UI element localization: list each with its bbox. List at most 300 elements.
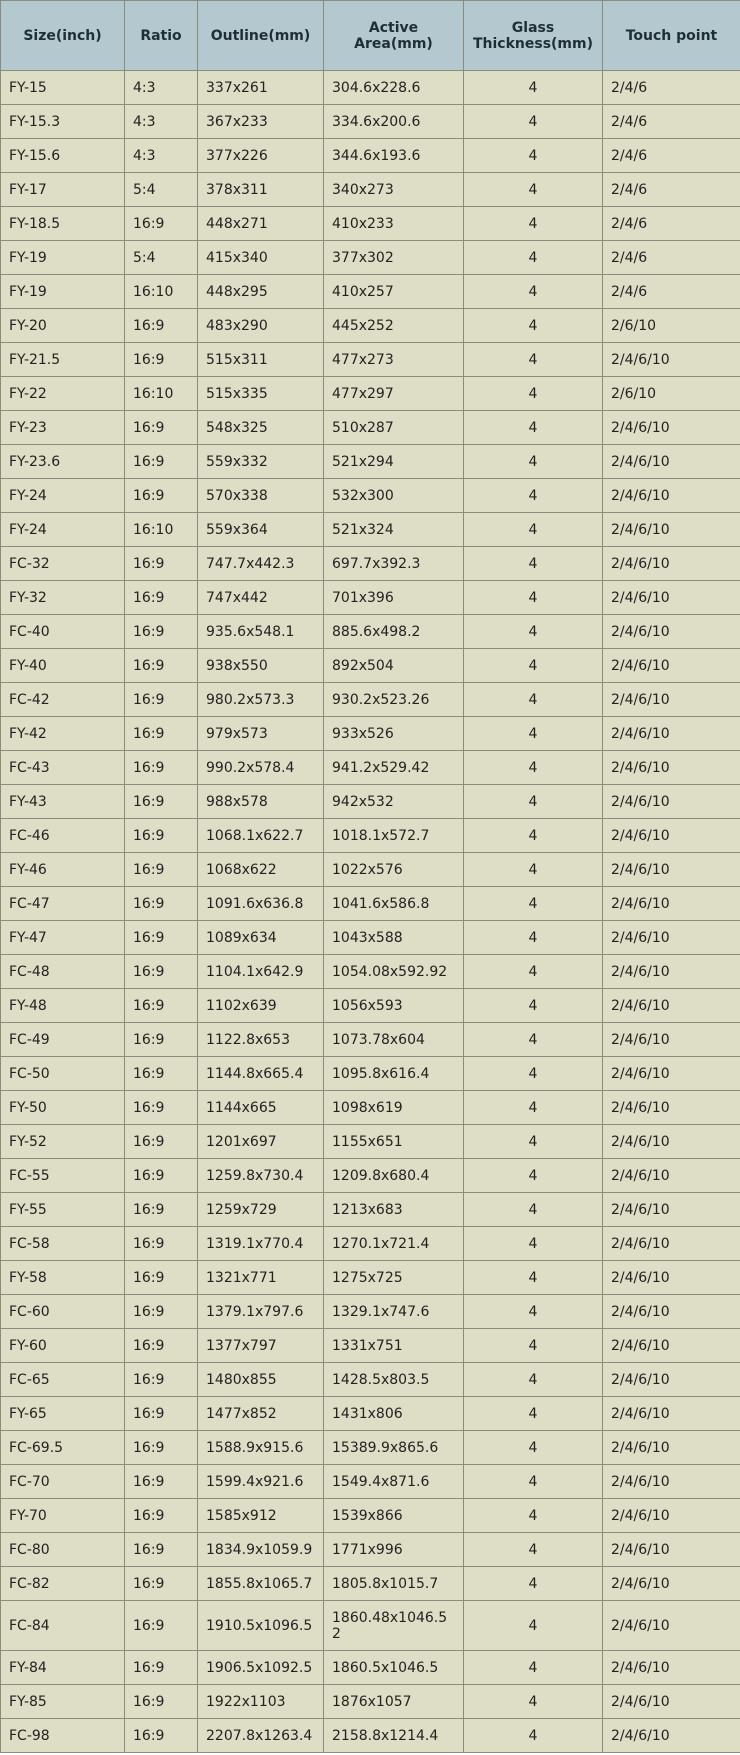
table-row bbox=[1, 887, 740, 921]
cell-active-area: 477x273 bbox=[324, 343, 464, 377]
cell-size: FY-22 bbox=[1, 377, 125, 411]
cell-outline: 747x442 bbox=[198, 581, 324, 615]
cell-glass-thickness: 4 bbox=[464, 275, 603, 309]
cell-touch-point: 2/4/6/10 bbox=[603, 1261, 740, 1295]
cell-glass-thickness: 4 bbox=[464, 1329, 603, 1363]
table-row bbox=[1, 1651, 740, 1685]
cell-glass-thickness: 4 bbox=[464, 1685, 603, 1719]
cell-outline: 1259.8x730.4 bbox=[198, 1159, 324, 1193]
cell-touch-point: 2/4/6/10 bbox=[603, 1295, 740, 1329]
cell-touch-point: 2/4/6 bbox=[603, 173, 740, 207]
table-row bbox=[1, 377, 740, 411]
cell-outline: 938x550 bbox=[198, 649, 324, 683]
cell-glass-thickness: 4 bbox=[464, 1363, 603, 1397]
cell-glass-thickness: 4 bbox=[464, 1159, 603, 1193]
cell-glass-thickness: 4 bbox=[464, 1431, 603, 1465]
cell-touch-point: 2/4/6/10 bbox=[603, 1651, 740, 1685]
cell-active-area: 1209.8x680.4 bbox=[324, 1159, 464, 1193]
cell-ratio: 4:3 bbox=[125, 71, 198, 105]
cell-outline: 988x578 bbox=[198, 785, 324, 819]
cell-size: FY-40 bbox=[1, 649, 125, 683]
cell-outline: 1599.4x921.6 bbox=[198, 1465, 324, 1499]
cell-touch-point: 2/4/6 bbox=[603, 207, 740, 241]
table-row bbox=[1, 955, 740, 989]
cell-ratio: 16:9 bbox=[125, 1499, 198, 1533]
cell-glass-thickness: 4 bbox=[464, 853, 603, 887]
cell-ratio: 16:9 bbox=[125, 955, 198, 989]
table-row bbox=[1, 649, 740, 683]
cell-touch-point: 2/4/6/10 bbox=[603, 1057, 740, 1091]
cell-outline: 448x295 bbox=[198, 275, 324, 309]
cell-outline: 1068.1x622.7 bbox=[198, 819, 324, 853]
cell-active-area: 1331x751 bbox=[324, 1329, 464, 1363]
cell-glass-thickness: 4 bbox=[464, 1567, 603, 1601]
cell-outline: 367x233 bbox=[198, 105, 324, 139]
cell-touch-point: 2/4/6/10 bbox=[603, 1193, 740, 1227]
cell-glass-thickness: 4 bbox=[464, 615, 603, 649]
header-row bbox=[1, 1, 740, 71]
cell-outline: 448x271 bbox=[198, 207, 324, 241]
cell-outline: 1855.8x1065.7 bbox=[198, 1567, 324, 1601]
cell-glass-thickness: 4 bbox=[464, 1023, 603, 1057]
cell-touch-point: 2/4/6/10 bbox=[603, 1533, 740, 1567]
cell-outline: 377x226 bbox=[198, 139, 324, 173]
cell-active-area: 15389.9x865.6 bbox=[324, 1431, 464, 1465]
cell-touch-point: 2/4/6/10 bbox=[603, 1601, 740, 1651]
cell-ratio: 16:9 bbox=[125, 547, 198, 581]
cell-touch-point: 2/4/6/10 bbox=[603, 1465, 740, 1499]
cell-active-area: 1043x588 bbox=[324, 921, 464, 955]
cell-ratio: 16:9 bbox=[125, 309, 198, 343]
cell-outline: 747.7x442.3 bbox=[198, 547, 324, 581]
cell-size: FC-84 bbox=[1, 1601, 125, 1651]
cell-ratio: 16:9 bbox=[125, 445, 198, 479]
cell-glass-thickness: 4 bbox=[464, 411, 603, 445]
table-row bbox=[1, 547, 740, 581]
table-row bbox=[1, 1397, 740, 1431]
cell-size: FY-15 bbox=[1, 71, 125, 105]
table-row bbox=[1, 139, 740, 173]
table-row bbox=[1, 717, 740, 751]
cell-outline: 1144x665 bbox=[198, 1091, 324, 1125]
cell-glass-thickness: 4 bbox=[464, 207, 603, 241]
cell-active-area: 1329.1x747.6 bbox=[324, 1295, 464, 1329]
cell-outline: 483x290 bbox=[198, 309, 324, 343]
cell-size: FY-47 bbox=[1, 921, 125, 955]
cell-glass-thickness: 4 bbox=[464, 241, 603, 275]
cell-ratio: 16:9 bbox=[125, 1567, 198, 1601]
cell-size: FY-48 bbox=[1, 989, 125, 1023]
table-body bbox=[1, 71, 740, 1753]
cell-active-area: 1860.48x1046.52 bbox=[324, 1601, 464, 1651]
cell-glass-thickness: 4 bbox=[464, 71, 603, 105]
cell-active-area: 1056x593 bbox=[324, 989, 464, 1023]
cell-outline: 415x340 bbox=[198, 241, 324, 275]
cell-touch-point: 2/4/6/10 bbox=[603, 717, 740, 751]
cell-size: FY-84 bbox=[1, 1651, 125, 1685]
cell-ratio: 16:9 bbox=[125, 411, 198, 445]
cell-touch-point: 2/4/6/10 bbox=[603, 581, 740, 615]
cell-active-area: 521x294 bbox=[324, 445, 464, 479]
table-row bbox=[1, 1057, 740, 1091]
cell-touch-point: 2/4/6/10 bbox=[603, 1227, 740, 1261]
cell-outline: 1091.6x636.8 bbox=[198, 887, 324, 921]
cell-glass-thickness: 4 bbox=[464, 751, 603, 785]
table-row bbox=[1, 1431, 740, 1465]
table-row bbox=[1, 1363, 740, 1397]
table-row bbox=[1, 1091, 740, 1125]
table-row bbox=[1, 343, 740, 377]
cell-size: FY-65 bbox=[1, 1397, 125, 1431]
cell-active-area: 1073.78x604 bbox=[324, 1023, 464, 1057]
cell-outline: 935.6x548.1 bbox=[198, 615, 324, 649]
cell-outline: 980.2x573.3 bbox=[198, 683, 324, 717]
table-row bbox=[1, 411, 740, 445]
table-row bbox=[1, 683, 740, 717]
cell-size: FY-42 bbox=[1, 717, 125, 751]
cell-active-area: 697.7x392.3 bbox=[324, 547, 464, 581]
cell-touch-point: 2/4/6/10 bbox=[603, 921, 740, 955]
cell-ratio: 16:10 bbox=[125, 275, 198, 309]
cell-glass-thickness: 4 bbox=[464, 479, 603, 513]
cell-size: FC-55 bbox=[1, 1159, 125, 1193]
header-glass-thickness: Glass Thickness(mm) bbox=[464, 1, 603, 71]
cell-outline: 1588.9x915.6 bbox=[198, 1431, 324, 1465]
cell-size: FC-46 bbox=[1, 819, 125, 853]
cell-size: FY-70 bbox=[1, 1499, 125, 1533]
cell-touch-point: 2/4/6/10 bbox=[603, 1023, 740, 1057]
cell-active-area: 410x233 bbox=[324, 207, 464, 241]
table-row bbox=[1, 1499, 740, 1533]
cell-ratio: 16:9 bbox=[125, 1465, 198, 1499]
cell-ratio: 16:9 bbox=[125, 853, 198, 887]
cell-size: FY-19 bbox=[1, 241, 125, 275]
cell-outline: 378x311 bbox=[198, 173, 324, 207]
cell-glass-thickness: 4 bbox=[464, 1193, 603, 1227]
cell-outline: 990.2x578.4 bbox=[198, 751, 324, 785]
cell-glass-thickness: 4 bbox=[464, 989, 603, 1023]
table-row bbox=[1, 1159, 740, 1193]
cell-size: FY-58 bbox=[1, 1261, 125, 1295]
table-row bbox=[1, 921, 740, 955]
cell-glass-thickness: 4 bbox=[464, 1651, 603, 1685]
cell-touch-point: 2/4/6/10 bbox=[603, 615, 740, 649]
cell-ratio: 16:9 bbox=[125, 581, 198, 615]
table-row bbox=[1, 1533, 740, 1567]
cell-touch-point: 2/4/6/10 bbox=[603, 887, 740, 921]
cell-active-area: 1805.8x1015.7 bbox=[324, 1567, 464, 1601]
cell-size: FY-85 bbox=[1, 1685, 125, 1719]
cell-glass-thickness: 4 bbox=[464, 377, 603, 411]
cell-active-area: 445x252 bbox=[324, 309, 464, 343]
cell-outline: 1585x912 bbox=[198, 1499, 324, 1533]
header-size: Size(inch) bbox=[1, 1, 125, 71]
table-row bbox=[1, 853, 740, 887]
cell-outline: 337x261 bbox=[198, 71, 324, 105]
cell-touch-point: 2/4/6/10 bbox=[603, 513, 740, 547]
cell-outline: 1259x729 bbox=[198, 1193, 324, 1227]
cell-size: FC-40 bbox=[1, 615, 125, 649]
cell-active-area: 521x324 bbox=[324, 513, 464, 547]
cell-active-area: 1018.1x572.7 bbox=[324, 819, 464, 853]
table-row bbox=[1, 1685, 740, 1719]
cell-outline: 1201x697 bbox=[198, 1125, 324, 1159]
cell-glass-thickness: 4 bbox=[464, 1125, 603, 1159]
cell-active-area: 1022x576 bbox=[324, 853, 464, 887]
cell-outline: 1122.8x653 bbox=[198, 1023, 324, 1057]
cell-active-area: 1539x866 bbox=[324, 1499, 464, 1533]
cell-glass-thickness: 4 bbox=[464, 683, 603, 717]
cell-ratio: 16:9 bbox=[125, 1227, 198, 1261]
cell-size: FY-15.3 bbox=[1, 105, 125, 139]
cell-size: FC-65 bbox=[1, 1363, 125, 1397]
cell-glass-thickness: 4 bbox=[464, 1227, 603, 1261]
cell-active-area: 1213x683 bbox=[324, 1193, 464, 1227]
cell-ratio: 16:9 bbox=[125, 1363, 198, 1397]
cell-ratio: 16:10 bbox=[125, 377, 198, 411]
cell-touch-point: 2/4/6/10 bbox=[603, 411, 740, 445]
cell-touch-point: 2/4/6/10 bbox=[603, 1567, 740, 1601]
cell-size: FY-24 bbox=[1, 479, 125, 513]
cell-ratio: 16:9 bbox=[125, 615, 198, 649]
cell-active-area: 1876x1057 bbox=[324, 1685, 464, 1719]
cell-ratio: 16:9 bbox=[125, 1397, 198, 1431]
cell-touch-point: 2/4/6/10 bbox=[603, 1397, 740, 1431]
cell-glass-thickness: 4 bbox=[464, 173, 603, 207]
cell-size: FY-32 bbox=[1, 581, 125, 615]
cell-touch-point: 2/4/6 bbox=[603, 241, 740, 275]
cell-outline: 1922x1103 bbox=[198, 1685, 324, 1719]
cell-outline: 1102x639 bbox=[198, 989, 324, 1023]
cell-ratio: 16:9 bbox=[125, 1329, 198, 1363]
cell-touch-point: 2/4/6/10 bbox=[603, 751, 740, 785]
cell-active-area: 1054.08x592.92 bbox=[324, 955, 464, 989]
cell-ratio: 16:9 bbox=[125, 1651, 198, 1685]
cell-glass-thickness: 4 bbox=[464, 1719, 603, 1753]
cell-glass-thickness: 4 bbox=[464, 1057, 603, 1091]
cell-size: FY-23.6 bbox=[1, 445, 125, 479]
cell-glass-thickness: 4 bbox=[464, 513, 603, 547]
cell-glass-thickness: 4 bbox=[464, 1465, 603, 1499]
table-row bbox=[1, 1227, 740, 1261]
table-row bbox=[1, 1125, 740, 1159]
cell-active-area: 1431x806 bbox=[324, 1397, 464, 1431]
cell-glass-thickness: 4 bbox=[464, 955, 603, 989]
cell-ratio: 16:9 bbox=[125, 1431, 198, 1465]
table-row bbox=[1, 1567, 740, 1601]
cell-outline: 1319.1x770.4 bbox=[198, 1227, 324, 1261]
table-row bbox=[1, 71, 740, 105]
cell-glass-thickness: 4 bbox=[464, 921, 603, 955]
cell-active-area: 942x532 bbox=[324, 785, 464, 819]
cell-active-area: 941.2x529.42 bbox=[324, 751, 464, 785]
cell-size: FC-47 bbox=[1, 887, 125, 921]
cell-touch-point: 2/4/6/10 bbox=[603, 547, 740, 581]
cell-ratio: 16:9 bbox=[125, 649, 198, 683]
cell-glass-thickness: 4 bbox=[464, 343, 603, 377]
cell-glass-thickness: 4 bbox=[464, 1261, 603, 1295]
cell-glass-thickness: 4 bbox=[464, 547, 603, 581]
cell-active-area: 304.6x228.6 bbox=[324, 71, 464, 105]
cell-ratio: 4:3 bbox=[125, 139, 198, 173]
cell-ratio: 16:9 bbox=[125, 1685, 198, 1719]
cell-outline: 1104.1x642.9 bbox=[198, 955, 324, 989]
cell-glass-thickness: 4 bbox=[464, 717, 603, 751]
cell-active-area: 1155x651 bbox=[324, 1125, 464, 1159]
cell-glass-thickness: 4 bbox=[464, 1091, 603, 1125]
cell-size: FY-24 bbox=[1, 513, 125, 547]
cell-ratio: 16:9 bbox=[125, 1091, 198, 1125]
cell-outline: 1379.1x797.6 bbox=[198, 1295, 324, 1329]
cell-size: FC-80 bbox=[1, 1533, 125, 1567]
header-outline: Outline(mm) bbox=[198, 1, 324, 71]
cell-active-area: 532x300 bbox=[324, 479, 464, 513]
cell-glass-thickness: 4 bbox=[464, 1533, 603, 1567]
cell-touch-point: 2/4/6/10 bbox=[603, 1125, 740, 1159]
cell-size: FY-43 bbox=[1, 785, 125, 819]
cell-glass-thickness: 4 bbox=[464, 309, 603, 343]
cell-active-area: 1095.8x616.4 bbox=[324, 1057, 464, 1091]
cell-size: FC-50 bbox=[1, 1057, 125, 1091]
cell-active-area: 930.2x523.26 bbox=[324, 683, 464, 717]
cell-active-area: 885.6x498.2 bbox=[324, 615, 464, 649]
cell-touch-point: 2/4/6/10 bbox=[603, 683, 740, 717]
cell-ratio: 16:9 bbox=[125, 819, 198, 853]
cell-outline: 559x364 bbox=[198, 513, 324, 547]
table-row bbox=[1, 1719, 740, 1753]
cell-touch-point: 2/4/6/10 bbox=[603, 1363, 740, 1397]
cell-glass-thickness: 4 bbox=[464, 1601, 603, 1651]
cell-active-area: 377x302 bbox=[324, 241, 464, 275]
cell-size: FY-20 bbox=[1, 309, 125, 343]
cell-outline: 570x338 bbox=[198, 479, 324, 513]
cell-size: FY-21.5 bbox=[1, 343, 125, 377]
cell-outline: 515x311 bbox=[198, 343, 324, 377]
cell-touch-point: 2/4/6/10 bbox=[603, 1159, 740, 1193]
cell-ratio: 16:9 bbox=[125, 1125, 198, 1159]
cell-size: FC-43 bbox=[1, 751, 125, 785]
table-row bbox=[1, 275, 740, 309]
cell-touch-point: 2/6/10 bbox=[603, 377, 740, 411]
cell-size: FC-60 bbox=[1, 1295, 125, 1329]
table-row bbox=[1, 479, 740, 513]
cell-ratio: 16:9 bbox=[125, 751, 198, 785]
cell-touch-point: 2/6/10 bbox=[603, 309, 740, 343]
cell-glass-thickness: 4 bbox=[464, 887, 603, 921]
table-header bbox=[1, 1, 740, 71]
cell-touch-point: 2/4/6/10 bbox=[603, 649, 740, 683]
cell-active-area: 1860.5x1046.5 bbox=[324, 1651, 464, 1685]
cell-touch-point: 2/4/6/10 bbox=[603, 1431, 740, 1465]
header-active-area: Active Area(mm) bbox=[324, 1, 464, 71]
header-touch-point: Touch point bbox=[603, 1, 740, 71]
cell-ratio: 16:9 bbox=[125, 479, 198, 513]
table-row bbox=[1, 207, 740, 241]
cell-outline: 1834.9x1059.9 bbox=[198, 1533, 324, 1567]
cell-touch-point: 2/4/6/10 bbox=[603, 1719, 740, 1753]
cell-size: FY-23 bbox=[1, 411, 125, 445]
cell-ratio: 16:9 bbox=[125, 887, 198, 921]
cell-size: FC-98 bbox=[1, 1719, 125, 1753]
cell-ratio: 16:9 bbox=[125, 1533, 198, 1567]
table-row bbox=[1, 1261, 740, 1295]
cell-touch-point: 2/4/6/10 bbox=[603, 479, 740, 513]
cell-touch-point: 2/4/6/10 bbox=[603, 1499, 740, 1533]
table-row bbox=[1, 173, 740, 207]
table-row bbox=[1, 445, 740, 479]
cell-outline: 1144.8x665.4 bbox=[198, 1057, 324, 1091]
cell-size: FY-17 bbox=[1, 173, 125, 207]
cell-ratio: 5:4 bbox=[125, 173, 198, 207]
table-row bbox=[1, 1295, 740, 1329]
cell-size: FY-46 bbox=[1, 853, 125, 887]
cell-outline: 1377x797 bbox=[198, 1329, 324, 1363]
cell-size: FC-48 bbox=[1, 955, 125, 989]
cell-touch-point: 2/4/6/10 bbox=[603, 955, 740, 989]
table-row bbox=[1, 751, 740, 785]
cell-active-area: 701x396 bbox=[324, 581, 464, 615]
cell-ratio: 16:10 bbox=[125, 513, 198, 547]
cell-ratio: 16:9 bbox=[125, 207, 198, 241]
cell-active-area: 2158.8x1214.4 bbox=[324, 1719, 464, 1753]
cell-outline: 1480x855 bbox=[198, 1363, 324, 1397]
table-row bbox=[1, 513, 740, 547]
cell-outline: 979x573 bbox=[198, 717, 324, 751]
cell-size: FY-60 bbox=[1, 1329, 125, 1363]
cell-ratio: 4:3 bbox=[125, 105, 198, 139]
cell-outline: 1089x634 bbox=[198, 921, 324, 955]
table-row bbox=[1, 1023, 740, 1057]
cell-size: FC-42 bbox=[1, 683, 125, 717]
cell-active-area: 410x257 bbox=[324, 275, 464, 309]
cell-ratio: 16:9 bbox=[125, 1295, 198, 1329]
cell-ratio: 16:9 bbox=[125, 1193, 198, 1227]
cell-active-area: 510x287 bbox=[324, 411, 464, 445]
cell-active-area: 933x526 bbox=[324, 717, 464, 751]
cell-active-area: 1270.1x721.4 bbox=[324, 1227, 464, 1261]
cell-size: FC-82 bbox=[1, 1567, 125, 1601]
table-row bbox=[1, 581, 740, 615]
cell-glass-thickness: 4 bbox=[464, 139, 603, 173]
cell-glass-thickness: 4 bbox=[464, 785, 603, 819]
cell-active-area: 334.6x200.6 bbox=[324, 105, 464, 139]
cell-ratio: 16:9 bbox=[125, 717, 198, 751]
table-row bbox=[1, 105, 740, 139]
cell-active-area: 340x273 bbox=[324, 173, 464, 207]
cell-glass-thickness: 4 bbox=[464, 445, 603, 479]
cell-outline: 548x325 bbox=[198, 411, 324, 445]
cell-active-area: 1428.5x803.5 bbox=[324, 1363, 464, 1397]
cell-touch-point: 2/4/6 bbox=[603, 71, 740, 105]
cell-touch-point: 2/4/6/10 bbox=[603, 445, 740, 479]
cell-size: FY-52 bbox=[1, 1125, 125, 1159]
cell-size: FC-58 bbox=[1, 1227, 125, 1261]
cell-ratio: 16:9 bbox=[125, 343, 198, 377]
cell-size: FC-32 bbox=[1, 547, 125, 581]
cell-glass-thickness: 4 bbox=[464, 105, 603, 139]
cell-size: FC-49 bbox=[1, 1023, 125, 1057]
cell-ratio: 16:9 bbox=[125, 785, 198, 819]
cell-outline: 559x332 bbox=[198, 445, 324, 479]
cell-touch-point: 2/4/6 bbox=[603, 139, 740, 173]
cell-touch-point: 2/4/6/10 bbox=[603, 343, 740, 377]
cell-size: FC-69.5 bbox=[1, 1431, 125, 1465]
cell-outline: 1910.5x1096.5 bbox=[198, 1601, 324, 1651]
cell-ratio: 16:9 bbox=[125, 1601, 198, 1651]
cell-active-area: 1549.4x871.6 bbox=[324, 1465, 464, 1499]
cell-ratio: 16:9 bbox=[125, 1057, 198, 1091]
cell-touch-point: 2/4/6/10 bbox=[603, 1329, 740, 1363]
